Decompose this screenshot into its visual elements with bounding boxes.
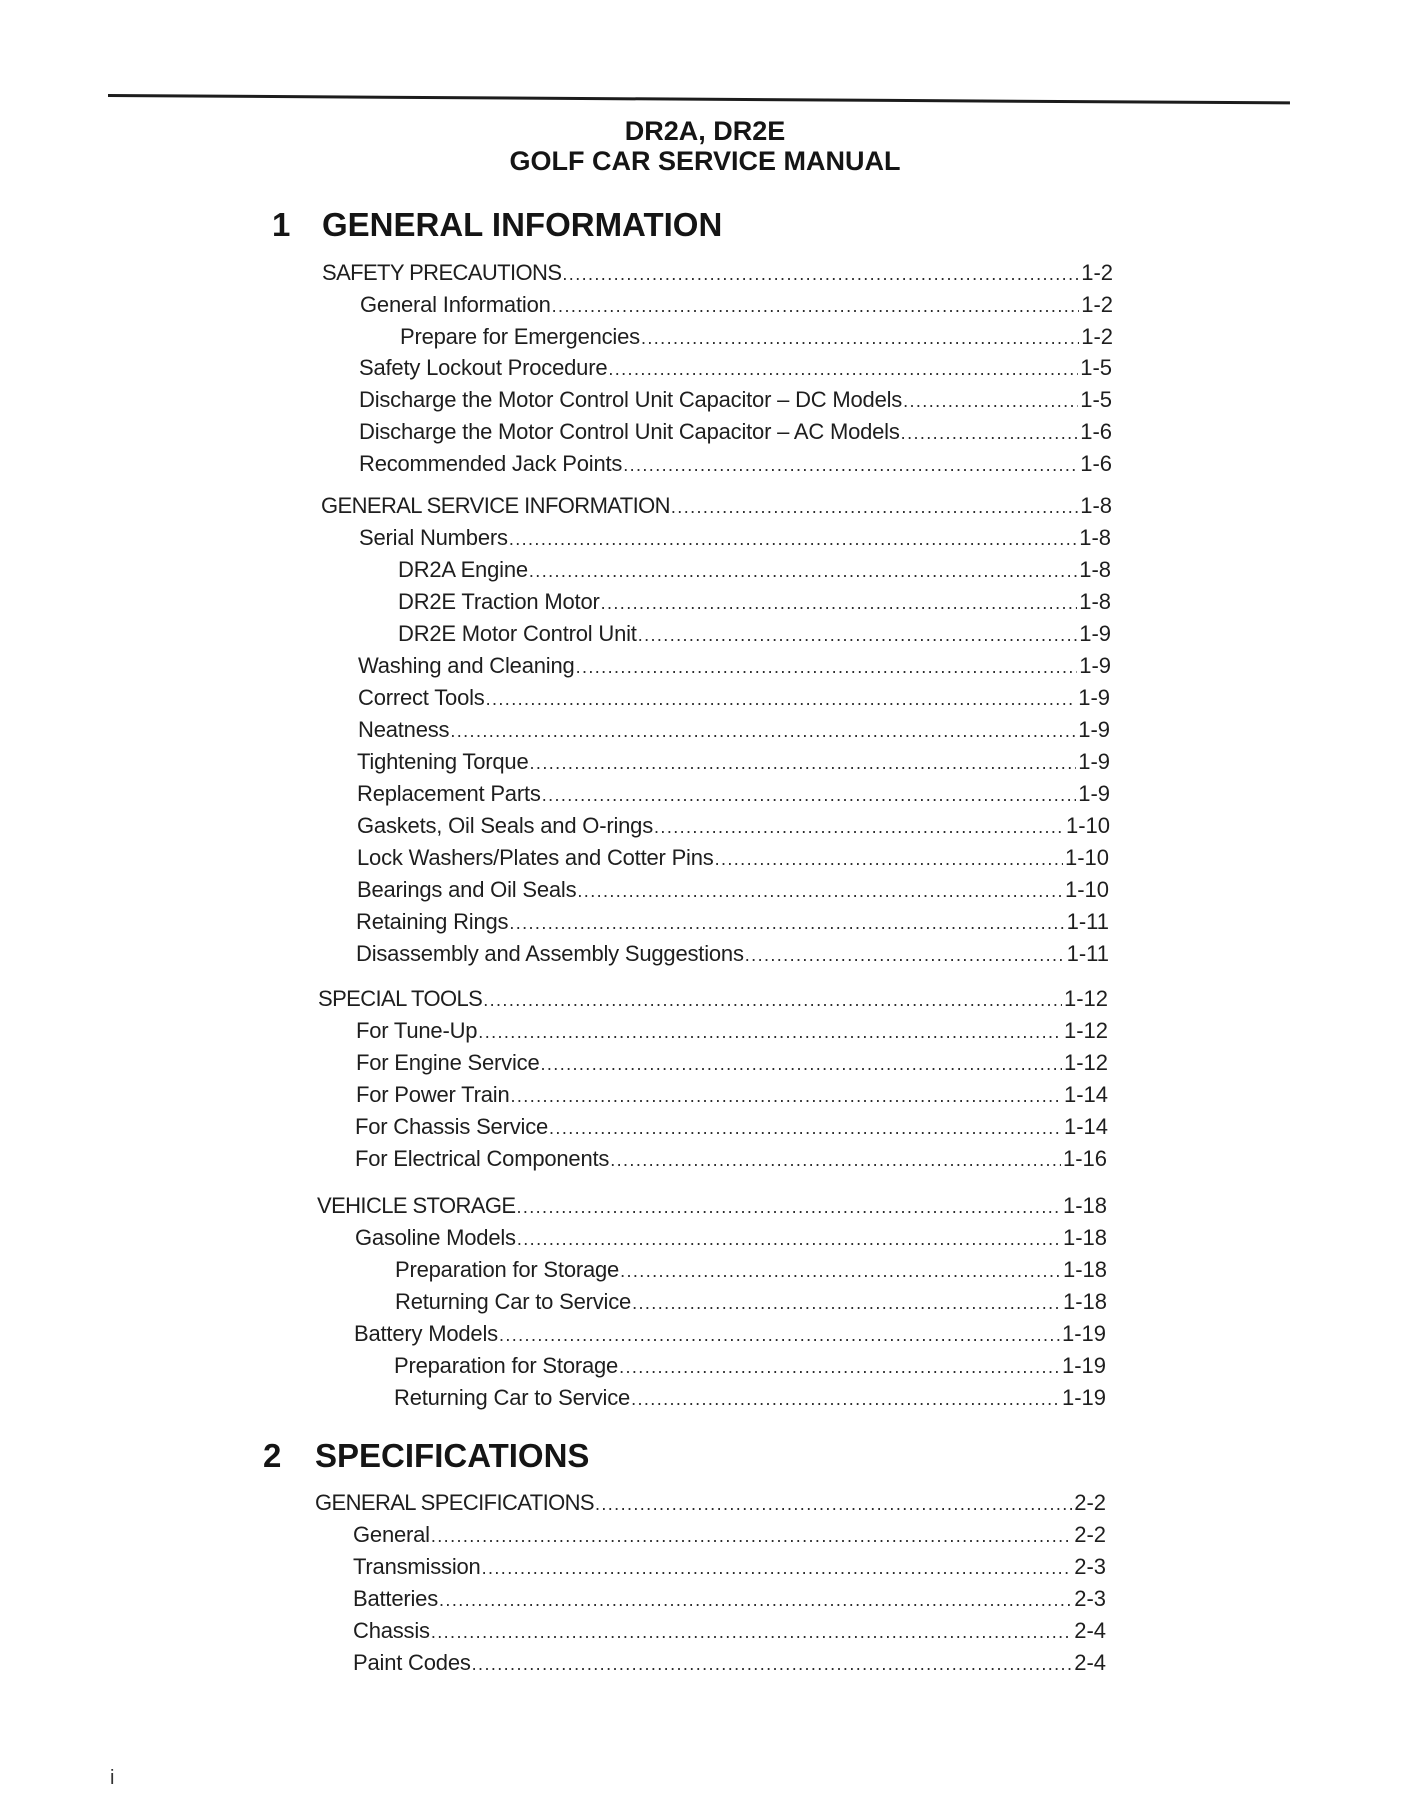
toc-entry-level-1[interactable] [321, 492, 1112, 520]
dot-leader [509, 909, 1064, 937]
dot-leader [745, 941, 1065, 969]
toc-entry-page-number: 1-10 [1064, 845, 1109, 870]
toc-entry-label: General Information [360, 292, 551, 317]
toc-entry-label: DR2E Motor Control Unit [398, 621, 637, 646]
dot-leader [483, 986, 1062, 1014]
dot-leader [516, 1193, 1061, 1221]
toc-entry-label: Returning Car to Service [395, 1289, 632, 1314]
toc-entry-level-2[interactable] [356, 940, 1109, 968]
toc-entry-page-number: 1-19 [1061, 1385, 1106, 1410]
toc-entry-page-number: 1-11 [1066, 941, 1109, 966]
toc-entry-level-3[interactable] [398, 556, 1111, 584]
toc-entry-label: Batteries [353, 1586, 439, 1611]
dot-leader [530, 749, 1077, 777]
toc-entry-label: For Engine Service [356, 1050, 540, 1075]
toc-entry-level-2[interactable] [354, 1320, 1106, 1348]
toc-entry-label: Retaining Rings [356, 909, 509, 934]
dot-leader [499, 1321, 1060, 1349]
toc-entry-level-2[interactable] [355, 1113, 1108, 1141]
toc-entry-label: Safety Lockout Procedure [359, 355, 608, 380]
toc-entry-page-number: 2-4 [1074, 1650, 1106, 1675]
toc-entry-label: Preparation for Storage [395, 1257, 620, 1282]
dot-leader [478, 1018, 1062, 1046]
dot-leader [631, 1385, 1060, 1413]
toc-entry-page-number: 2-2 [1074, 1522, 1106, 1547]
toc-entry-level-2[interactable] [359, 354, 1112, 382]
toc-entry-label: For Electrical Components [355, 1146, 610, 1171]
toc-entry-label: Preparation for Storage [394, 1353, 619, 1378]
toc-entry-label: For Tune-Up [356, 1018, 478, 1043]
page-number: i [110, 1767, 115, 1789]
toc-entry-page-number: 2-3 [1074, 1586, 1106, 1611]
dot-leader [595, 1490, 1072, 1518]
dot-leader [486, 685, 1077, 713]
toc-entry-label: Discharge the Motor Control Unit Capacitor – DC Models [359, 387, 903, 412]
toc-entry-page-number: 1-12 [1063, 986, 1108, 1011]
dot-leader [638, 621, 1078, 649]
toc-entry-level-2[interactable] [357, 812, 1110, 840]
dot-leader [511, 1082, 1062, 1110]
dot-leader [562, 260, 1079, 288]
manual-title: GOLF CAR SERVICE MANUAL [509, 146, 901, 176]
toc-entry-page-number: 1-10 [1064, 877, 1109, 902]
toc-entry-page-number: 1-8 [1079, 525, 1111, 550]
toc-entry-page-number: 1-5 [1080, 387, 1112, 412]
dot-leader [529, 557, 1077, 585]
toc-entry-level-2[interactable] [358, 684, 1110, 712]
toc-entry-label: Prepare for Emergencies [400, 324, 640, 349]
chapter-heading-1[interactable] [272, 206, 972, 244]
toc-entry-label: Disassembly and Assembly Suggestions [356, 941, 744, 966]
toc-entry-page-number: 1-9 [1078, 781, 1110, 806]
toc-entry-page-number: 1-9 [1078, 749, 1110, 774]
toc-entry-label: DR2E Traction Motor [398, 589, 600, 614]
toc-entry-page-number: 1-19 [1061, 1321, 1106, 1346]
toc-entry-page-number: 1-18 [1062, 1225, 1107, 1250]
toc-entry-level-1[interactable] [322, 259, 1113, 287]
toc-entry-level-3[interactable] [394, 1352, 1106, 1380]
dot-leader [620, 1257, 1061, 1285]
toc-entry-level-2[interactable] [353, 1553, 1106, 1581]
toc-entry-page-number: 1-18 [1062, 1257, 1107, 1282]
dot-leader [632, 1289, 1061, 1317]
toc-entry-page-number: 1-6 [1080, 451, 1112, 476]
dot-leader [549, 1114, 1062, 1142]
dot-leader [641, 324, 1079, 352]
dot-leader [517, 1225, 1061, 1253]
toc-entry-page-number: 1-9 [1078, 717, 1110, 742]
dot-leader [601, 589, 1078, 617]
dot-leader [671, 493, 1078, 521]
dot-leader [577, 877, 1063, 905]
toc-entry-page-number: 1-8 [1079, 589, 1111, 614]
toc-entry-level-2[interactable] [357, 748, 1110, 776]
toc-entry-page-number: 1-9 [1079, 621, 1111, 646]
toc-entry-level-1[interactable] [317, 1192, 1107, 1220]
header-rule [108, 94, 1290, 104]
toc-entry-label: Tightening Torque [357, 749, 529, 774]
toc-entry-level-3[interactable] [398, 588, 1111, 616]
toc-entry-label: Recommended Jack Points [359, 451, 623, 476]
toc-entry-level-2[interactable] [357, 844, 1109, 872]
toc-entry-label: GENERAL SPECIFICATIONS [315, 1490, 594, 1515]
toc-entry-label: Returning Car to Service [394, 1385, 631, 1410]
toc-entry-level-2[interactable] [358, 716, 1110, 744]
toc-entry-level-2[interactable] [357, 780, 1110, 808]
dot-leader [576, 653, 1078, 681]
toc-entry-page-number: 1-11 [1066, 909, 1109, 934]
toc-entry-level-2[interactable] [357, 876, 1109, 904]
toc-entry-page-number: 1-18 [1062, 1193, 1107, 1218]
toc-entry-label: Battery Models [354, 1321, 498, 1346]
toc-entry-level-2[interactable] [353, 1521, 1106, 1549]
toc-entry-page-number: 1-8 [1080, 493, 1112, 518]
toc-entry-level-2[interactable] [360, 291, 1113, 319]
toc-entry-label: Neatness [358, 717, 450, 742]
toc-entry-level-3[interactable] [398, 620, 1111, 648]
dot-leader [903, 387, 1078, 415]
toc-entry-page-number: 2-4 [1074, 1618, 1106, 1643]
toc-entry-page-number: 1-10 [1065, 813, 1110, 838]
toc-entry-level-1[interactable] [318, 985, 1108, 1013]
chapter-title: SPECIFICATIONS [315, 1437, 590, 1474]
toc-entry-label: Chassis [353, 1618, 430, 1643]
chapter-number: 1 [272, 206, 291, 243]
toc-entry-label: Bearings and Oil Seals [357, 877, 577, 902]
toc-entry-level-2[interactable] [353, 1649, 1106, 1677]
toc-entry-level-2[interactable] [356, 1049, 1108, 1077]
toc-entry-page-number: 1-2 [1081, 260, 1113, 285]
toc-entry-level-1[interactable] [315, 1489, 1106, 1517]
toc-entry-page-number: 1-14 [1063, 1114, 1108, 1139]
dot-leader [450, 717, 1076, 745]
toc-entry-label: Transmission [353, 1554, 481, 1579]
dot-leader [482, 1554, 1073, 1582]
toc-entry-label: Serial Numbers [359, 525, 508, 550]
toc-entry-level-3[interactable] [395, 1256, 1107, 1284]
dot-leader [472, 1650, 1073, 1678]
toc-entry-label: Replacement Parts [357, 781, 541, 806]
toc-entry-level-2[interactable] [353, 1585, 1106, 1613]
chapter-number: 2 [263, 1437, 282, 1474]
toc-entry-level-2[interactable] [358, 652, 1111, 680]
manual-title-models: DR2A, DR2E [624, 116, 786, 146]
toc-entry-label: SAFETY PRECAUTIONS [322, 260, 562, 285]
toc-entry-page-number: 2-3 [1074, 1554, 1106, 1579]
toc-entry-level-3[interactable] [395, 1288, 1107, 1316]
dot-leader [715, 845, 1063, 873]
toc-entry-label: VEHICLE STORAGE [317, 1193, 516, 1218]
toc-entry-label: General [353, 1522, 430, 1547]
toc-entry-label: Gaskets, Oil Seals and O-rings [357, 813, 654, 838]
dot-leader [552, 292, 1080, 320]
toc-entry-page-number: 1-9 [1079, 653, 1111, 678]
chapter-heading-2[interactable] [263, 1437, 963, 1475]
toc-entry-page-number: 1-5 [1080, 355, 1112, 380]
toc-entry-page-number: 1-16 [1062, 1146, 1107, 1171]
dot-leader [619, 1353, 1060, 1381]
dot-leader [541, 1050, 1062, 1078]
toc-entry-level-2[interactable] [359, 450, 1112, 478]
dot-leader [654, 813, 1064, 841]
toc-entry-label: For Power Train [356, 1082, 510, 1107]
toc-entry-page-number: 1-2 [1081, 292, 1113, 317]
dot-leader [431, 1618, 1072, 1646]
dot-leader [608, 355, 1078, 383]
toc-entry-level-2[interactable] [359, 418, 1112, 446]
dot-leader [542, 781, 1077, 809]
dot-leader [431, 1522, 1072, 1550]
toc-entry-page-number: 1-14 [1063, 1082, 1108, 1107]
toc-entry-page-number: 1-12 [1063, 1050, 1108, 1075]
toc-entry-level-3[interactable] [400, 323, 1113, 351]
toc-entry-page-number: 2-2 [1074, 1490, 1106, 1515]
toc-entry-page-number: 1-19 [1061, 1353, 1106, 1378]
toc-entry-label: GENERAL SERVICE INFORMATION [321, 493, 670, 518]
dot-leader [509, 525, 1077, 553]
toc-entry-page-number: 1-12 [1063, 1018, 1108, 1043]
toc-entry-page-number: 1-18 [1062, 1289, 1107, 1314]
toc-entry-label: DR2A Engine [398, 557, 528, 582]
dot-leader [439, 1586, 1072, 1614]
toc-entry-page-number: 1-8 [1079, 557, 1111, 582]
toc-entry-level-2[interactable] [353, 1617, 1106, 1645]
chapter-title: GENERAL INFORMATION [322, 206, 723, 243]
toc-entry-level-2[interactable] [356, 908, 1109, 936]
toc-entry-label: Paint Codes [353, 1650, 471, 1675]
toc-entry-level-3[interactable] [394, 1384, 1106, 1412]
toc-entry-level-2[interactable] [356, 1081, 1108, 1109]
toc-entry-label: SPECIAL TOOLS [318, 986, 483, 1011]
toc-entry-label: Lock Washers/Plates and Cotter Pins [357, 845, 714, 870]
toc-entry-page-number: 1-2 [1081, 324, 1113, 349]
dot-leader [623, 451, 1078, 479]
toc-entry-label: For Chassis Service [355, 1114, 549, 1139]
toc-entry-label: Correct Tools [358, 685, 485, 710]
toc-entry-level-2[interactable] [355, 1224, 1107, 1252]
toc-entry-label: Washing and Cleaning [358, 653, 575, 678]
dot-leader [610, 1146, 1061, 1174]
toc-entry-page-number: 1-9 [1078, 685, 1110, 710]
toc-entry-level-2[interactable] [355, 1145, 1107, 1173]
toc-entry-level-2[interactable] [359, 524, 1111, 552]
toc-entry-label: Discharge the Motor Control Unit Capacitor – AC Models [359, 419, 900, 444]
dot-leader [901, 419, 1079, 447]
toc-entry-level-2[interactable] [356, 1017, 1108, 1045]
toc-entry-page-number: 1-6 [1080, 419, 1112, 444]
toc-entry-level-2[interactable] [359, 386, 1112, 414]
toc-entry-label: Gasoline Models [355, 1225, 516, 1250]
